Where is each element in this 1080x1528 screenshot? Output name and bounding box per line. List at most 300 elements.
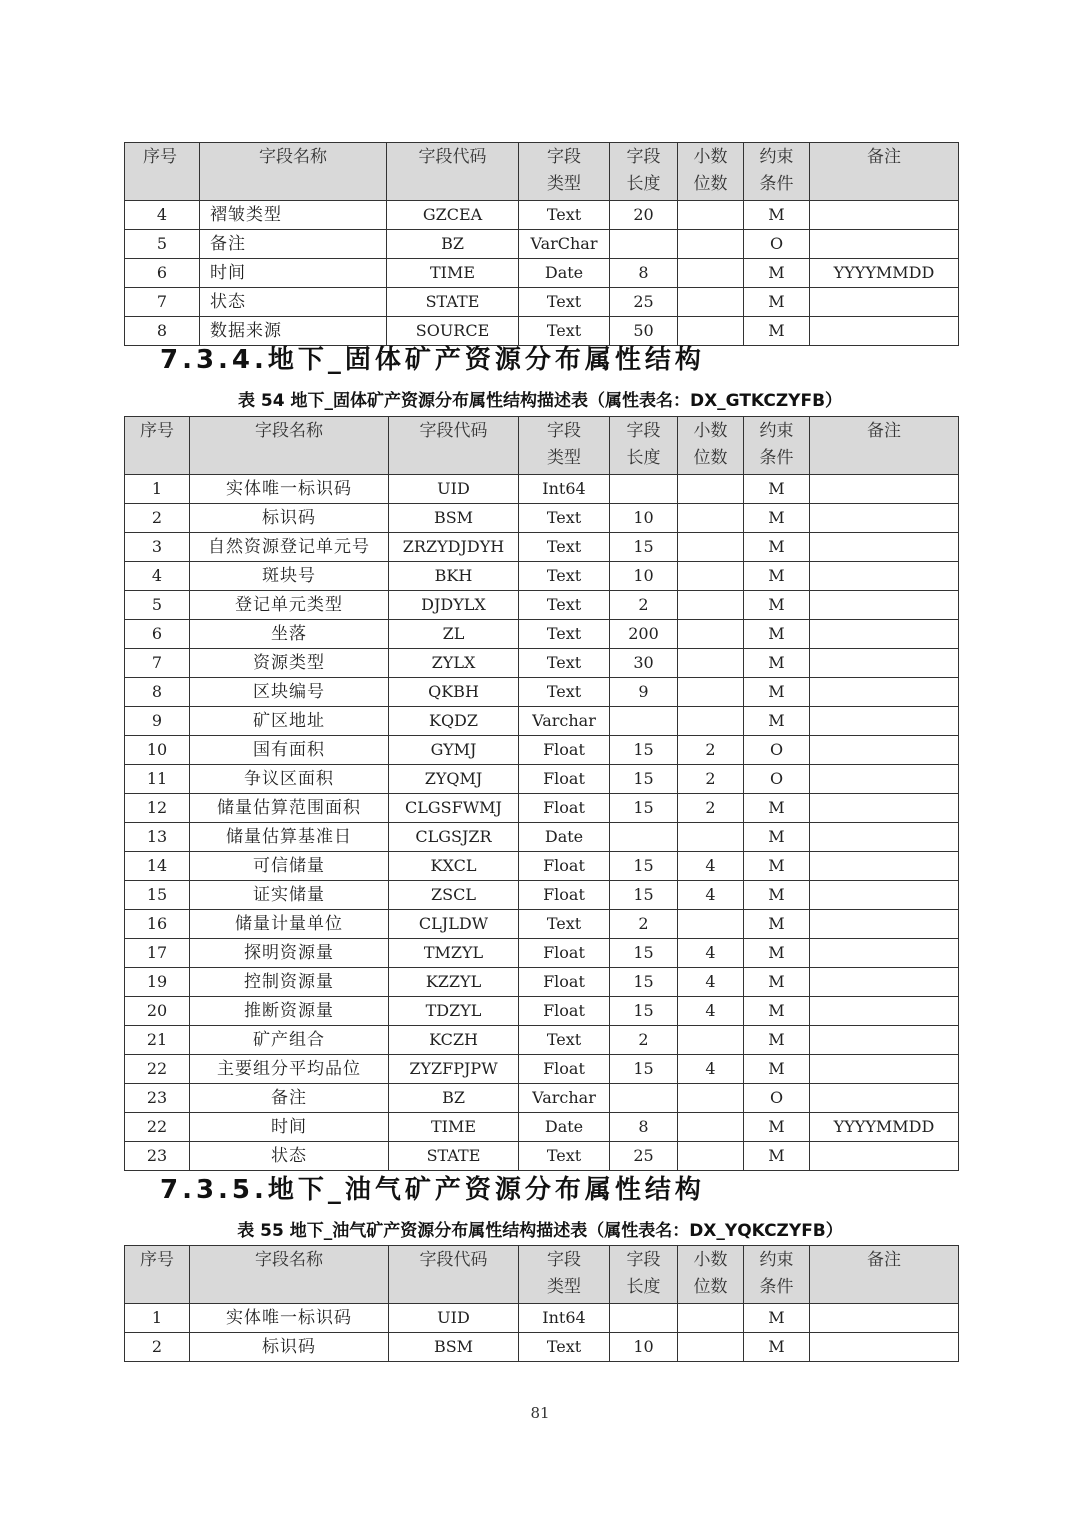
- cell-note: [810, 765, 959, 794]
- cell-field-length: 15: [610, 765, 678, 794]
- cell-field-length: 15: [610, 939, 678, 968]
- cell-field-name: 状态: [190, 1142, 389, 1171]
- header-index: 序号: [125, 143, 200, 201]
- cell-field-name: 标识码: [190, 1333, 389, 1362]
- cell-decimals: [678, 475, 744, 504]
- header-field-length: [610, 1246, 678, 1304]
- table-row: [125, 707, 959, 736]
- table-header-row: [125, 1246, 959, 1304]
- table-body: [125, 1304, 959, 1362]
- cell-field-type: Text: [519, 678, 610, 707]
- table-row: [125, 1304, 959, 1333]
- header-field-length-line: 字段: [626, 1250, 661, 1270]
- cell-decimals: 2: [678, 794, 744, 823]
- cell-decimals: [678, 1333, 744, 1362]
- header-constraint-line: 条件: [759, 448, 794, 468]
- cell-field-length: 8: [610, 1113, 678, 1142]
- table-row: [125, 1142, 959, 1171]
- cell-field-code: KZZYL: [389, 968, 519, 997]
- cell-field-name: 探明资源量: [190, 939, 389, 968]
- cell-decimals: 4: [678, 852, 744, 881]
- cell-field-length: 15: [610, 794, 678, 823]
- header-decimals-line: 位数: [693, 448, 728, 468]
- header-decimals-line: 位数: [693, 174, 728, 194]
- cell-index: 15: [125, 881, 190, 910]
- cell-field-code: GYMJ: [389, 736, 519, 765]
- cell-decimals: [678, 1026, 744, 1055]
- cell-constraint: M: [744, 939, 810, 968]
- cell-field-length: 9: [610, 678, 678, 707]
- cell-field-name: 时间: [190, 1113, 389, 1142]
- cell-note: [810, 1304, 959, 1333]
- cell-constraint: M: [744, 1333, 810, 1362]
- cell-field-code: BSM: [389, 504, 519, 533]
- cell-constraint: M: [744, 1055, 810, 1084]
- cell-index: 14: [125, 852, 190, 881]
- cell-note: YYYYMMDD: [810, 259, 959, 288]
- cell-field-name: 区块编号: [190, 678, 389, 707]
- cell-decimals: [678, 620, 744, 649]
- header-decimals-line: 小数: [693, 421, 728, 441]
- cell-constraint: M: [744, 1026, 810, 1055]
- cell-field-code: BZ: [387, 230, 519, 259]
- table-row: [125, 201, 959, 230]
- header-field-type-line: 类型: [547, 174, 581, 194]
- header-field-length-line: 字段: [626, 147, 661, 167]
- cell-index: 1: [125, 475, 190, 504]
- cell-field-name: 实体唯一标识码: [190, 1304, 389, 1333]
- cell-note: [810, 1055, 959, 1084]
- cell-index: 6: [125, 259, 200, 288]
- header-constraint-line: 约束: [759, 1250, 794, 1270]
- cell-index: 5: [125, 230, 200, 259]
- cell-field-length: 25: [610, 1142, 678, 1171]
- cell-field-name: 国有面积: [190, 736, 389, 765]
- table-row: [125, 1084, 959, 1113]
- header-constraint: [744, 1246, 810, 1304]
- cell-field-name: 实体唯一标识码: [190, 475, 389, 504]
- cell-index: 4: [125, 562, 190, 591]
- cell-constraint: M: [744, 968, 810, 997]
- header-field-name: 字段名称: [190, 417, 389, 475]
- cell-constraint: M: [744, 910, 810, 939]
- cell-field-type: Float: [519, 881, 610, 910]
- cell-field-type: Int64: [519, 1304, 610, 1333]
- cell-field-length: 15: [610, 997, 678, 1026]
- cell-note: [810, 707, 959, 736]
- cell-field-name: 储量估算基准日: [190, 823, 389, 852]
- cell-field-code: ZL: [389, 620, 519, 649]
- cell-decimals: 4: [678, 968, 744, 997]
- cell-field-type: Text: [519, 910, 610, 939]
- cell-field-type: Float: [519, 939, 610, 968]
- table-row: [125, 1026, 959, 1055]
- cell-note: [810, 475, 959, 504]
- cell-field-code: GZCEA: [387, 201, 519, 230]
- cell-decimals: [678, 1304, 744, 1333]
- cell-field-name: 褶皱类型: [200, 201, 387, 230]
- cell-field-length: [610, 1304, 678, 1333]
- cell-field-name: 控制资源量: [190, 968, 389, 997]
- table-row: [125, 1113, 959, 1142]
- cell-note: [810, 533, 959, 562]
- cell-constraint: M: [744, 823, 810, 852]
- header-field-code: 字段代码: [387, 143, 519, 201]
- cell-field-name: 状态: [200, 288, 387, 317]
- header-decimals: [678, 1246, 744, 1304]
- cell-field-name: 争议区面积: [190, 765, 389, 794]
- cell-field-name: 自然资源登记单元号: [190, 533, 389, 562]
- table-row: [125, 881, 959, 910]
- cell-note: [810, 881, 959, 910]
- cell-constraint: M: [744, 707, 810, 736]
- table-row: [125, 288, 959, 317]
- table-row: [125, 649, 959, 678]
- cell-field-name: 标识码: [190, 504, 389, 533]
- section-heading-7-3-5: 7.3.5.地下_油气矿产资源分布属性结构: [160, 1175, 705, 1205]
- cell-field-type: Text: [519, 317, 610, 346]
- cell-note: [810, 1333, 959, 1362]
- cell-note: [810, 288, 959, 317]
- cell-field-length: 10: [610, 562, 678, 591]
- cell-field-code: ZRZYDJDYH: [389, 533, 519, 562]
- cell-field-type: Text: [519, 1333, 610, 1362]
- cell-field-length: 15: [610, 533, 678, 562]
- cell-field-length: 15: [610, 1055, 678, 1084]
- header-field-type: [519, 417, 610, 475]
- header-note: 备注: [810, 417, 959, 475]
- cell-note: [810, 997, 959, 1026]
- cell-constraint: M: [744, 852, 810, 881]
- cell-constraint: M: [744, 1304, 810, 1333]
- cell-field-length: 2: [610, 910, 678, 939]
- header-constraint-line: 条件: [759, 1277, 794, 1297]
- cell-index: 9: [125, 707, 190, 736]
- cell-index: 4: [125, 201, 200, 230]
- cell-field-type: Float: [519, 765, 610, 794]
- cell-field-length: 10: [610, 504, 678, 533]
- cell-note: [810, 201, 959, 230]
- cell-index: 22: [125, 1055, 190, 1084]
- cell-note: [810, 968, 959, 997]
- table-caption-55: 表 55 地下_油气矿产资源分布属性结构描述表（属性表名：DX_YQKCZYFB）: [237, 1221, 843, 1241]
- table-row: [125, 1055, 959, 1084]
- table-row: [125, 1333, 959, 1362]
- header-constraint-line: 约束: [759, 147, 794, 167]
- cell-field-type: Date: [519, 1113, 610, 1142]
- cell-decimals: [678, 201, 744, 230]
- cell-field-length: [610, 230, 678, 259]
- header-decimals-line: 位数: [693, 1277, 728, 1297]
- cell-field-length: 30: [610, 649, 678, 678]
- cell-field-name: 储量估算范围面积: [190, 794, 389, 823]
- cell-field-length: 25: [610, 288, 678, 317]
- table-row: [125, 968, 959, 997]
- table-row: [125, 765, 959, 794]
- header-field-length-line: 长度: [626, 174, 661, 194]
- cell-field-name: 可信储量: [190, 852, 389, 881]
- cell-index: 23: [125, 1084, 190, 1113]
- header-row: [125, 143, 959, 201]
- cell-index: 13: [125, 823, 190, 852]
- header-field-code: 字段代码: [389, 417, 519, 475]
- header-field-length: [610, 417, 678, 475]
- cell-note: YYYYMMDD: [810, 1113, 959, 1142]
- table-row: [125, 259, 959, 288]
- cell-constraint: M: [744, 794, 810, 823]
- cell-field-length: 8: [610, 259, 678, 288]
- cell-field-type: Float: [519, 794, 610, 823]
- header-index: 序号: [125, 1246, 190, 1304]
- cell-field-name: 数据来源: [200, 317, 387, 346]
- field-table-54: [124, 416, 959, 1171]
- header-field-name: 字段名称: [200, 143, 387, 201]
- table-row: [125, 823, 959, 852]
- cell-constraint: M: [744, 678, 810, 707]
- header-row: [125, 417, 959, 475]
- cell-field-type: Text: [519, 620, 610, 649]
- header-note: 备注: [810, 1246, 959, 1304]
- cell-field-name: 资源类型: [190, 649, 389, 678]
- cell-field-type: Text: [519, 649, 610, 678]
- cell-note: [810, 591, 959, 620]
- table-row: [125, 620, 959, 649]
- cell-field-length: 15: [610, 852, 678, 881]
- cell-note: [810, 230, 959, 259]
- cell-field-type: VarChar: [519, 230, 610, 259]
- cell-field-code: ZSCL: [389, 881, 519, 910]
- cell-field-type: Date: [519, 259, 610, 288]
- header-field-type-line: 字段: [547, 421, 581, 441]
- cell-note: [810, 504, 959, 533]
- cell-constraint: M: [744, 591, 810, 620]
- cell-field-name: 矿产组合: [190, 1026, 389, 1055]
- cell-field-code: ZYLX: [389, 649, 519, 678]
- cell-index: 20: [125, 997, 190, 1026]
- cell-constraint: M: [744, 475, 810, 504]
- table-header-row: [125, 143, 959, 201]
- table-row: [125, 591, 959, 620]
- header-index: 序号: [125, 417, 190, 475]
- cell-field-type: Text: [519, 591, 610, 620]
- cell-decimals: 4: [678, 881, 744, 910]
- cell-constraint: M: [744, 881, 810, 910]
- cell-field-code: TMZYL: [389, 939, 519, 968]
- header-field-type-line: 类型: [547, 448, 581, 468]
- cell-decimals: [678, 678, 744, 707]
- table-body: [125, 201, 959, 346]
- cell-field-code: QKBH: [389, 678, 519, 707]
- cell-field-code: TDZYL: [389, 997, 519, 1026]
- cell-constraint: M: [744, 1142, 810, 1171]
- cell-field-type: Float: [519, 736, 610, 765]
- table-header-row: [125, 417, 959, 475]
- cell-constraint: M: [744, 649, 810, 678]
- header-constraint: [744, 143, 810, 201]
- table-row: [125, 997, 959, 1026]
- cell-note: [810, 794, 959, 823]
- cell-field-type: Text: [519, 1142, 610, 1171]
- cell-decimals: 4: [678, 939, 744, 968]
- cell-index: 16: [125, 910, 190, 939]
- cell-index: 12: [125, 794, 190, 823]
- cell-field-code: ZYQMJ: [389, 765, 519, 794]
- cell-note: [810, 1084, 959, 1113]
- cell-index: 5: [125, 591, 190, 620]
- cell-note: [810, 823, 959, 852]
- cell-constraint: M: [744, 259, 810, 288]
- cell-field-type: Date: [519, 823, 610, 852]
- cell-field-name: 储量计量单位: [190, 910, 389, 939]
- cell-field-length: [610, 475, 678, 504]
- cell-field-length: 10: [610, 1333, 678, 1362]
- cell-index: 10: [125, 736, 190, 765]
- cell-decimals: [678, 823, 744, 852]
- header-constraint-line: 条件: [759, 174, 794, 194]
- cell-index: 7: [125, 649, 190, 678]
- cell-decimals: 4: [678, 997, 744, 1026]
- header-decimals: [678, 417, 744, 475]
- header-field-length-line: 长度: [626, 1277, 661, 1297]
- cell-constraint: M: [744, 1113, 810, 1142]
- cell-field-code: UID: [389, 1304, 519, 1333]
- cell-note: [810, 910, 959, 939]
- cell-field-code: BSM: [389, 1333, 519, 1362]
- header-note: 备注: [810, 143, 959, 201]
- cell-constraint: O: [744, 230, 810, 259]
- cell-field-type: Float: [519, 852, 610, 881]
- cell-decimals: 2: [678, 765, 744, 794]
- cell-field-type: Text: [519, 1026, 610, 1055]
- cell-field-type: Text: [519, 504, 610, 533]
- cell-field-length: 15: [610, 968, 678, 997]
- header-field-length: [610, 143, 678, 201]
- cell-field-name: 证实储量: [190, 881, 389, 910]
- cell-field-length: 2: [610, 1026, 678, 1055]
- cell-index: 8: [125, 678, 190, 707]
- cell-field-type: Float: [519, 997, 610, 1026]
- cell-constraint: O: [744, 1084, 810, 1113]
- header-field-type-line: 字段: [547, 147, 581, 167]
- field-table-continued: [124, 142, 959, 346]
- cell-decimals: [678, 707, 744, 736]
- cell-field-code: KCZH: [389, 1026, 519, 1055]
- table-body: [125, 475, 959, 1171]
- cell-field-code: KQDZ: [389, 707, 519, 736]
- cell-field-type: Int64: [519, 475, 610, 504]
- table-row: [125, 678, 959, 707]
- cell-constraint: M: [744, 201, 810, 230]
- cell-decimals: [678, 230, 744, 259]
- cell-field-code: TIME: [387, 259, 519, 288]
- cell-constraint: O: [744, 736, 810, 765]
- cell-field-length: 50: [610, 317, 678, 346]
- cell-constraint: M: [744, 504, 810, 533]
- cell-field-code: ZYZFPJPW: [389, 1055, 519, 1084]
- cell-decimals: [678, 1142, 744, 1171]
- cell-field-code: DJDYLX: [389, 591, 519, 620]
- cell-field-name: 斑块号: [190, 562, 389, 591]
- cell-note: [810, 678, 959, 707]
- cell-constraint: O: [744, 765, 810, 794]
- cell-field-type: Text: [519, 288, 610, 317]
- cell-note: [810, 939, 959, 968]
- table-row: [125, 317, 959, 346]
- cell-index: 22: [125, 1113, 190, 1142]
- cell-index: 2: [125, 504, 190, 533]
- header-field-type-line: 类型: [547, 1277, 581, 1297]
- header-field-length-line: 长度: [626, 448, 661, 468]
- cell-note: [810, 1142, 959, 1171]
- cell-field-type: Text: [519, 201, 610, 230]
- header-field-name: 字段名称: [190, 1246, 389, 1304]
- cell-decimals: 2: [678, 736, 744, 765]
- cell-constraint: M: [744, 288, 810, 317]
- cell-index: 8: [125, 317, 200, 346]
- cell-decimals: [678, 1084, 744, 1113]
- cell-constraint: M: [744, 997, 810, 1026]
- cell-field-length: 2: [610, 591, 678, 620]
- cell-field-code: BZ: [389, 1084, 519, 1113]
- table-row: [125, 533, 959, 562]
- table-row: [125, 475, 959, 504]
- cell-decimals: [678, 649, 744, 678]
- cell-field-length: 15: [610, 881, 678, 910]
- header-constraint: [744, 417, 810, 475]
- cell-constraint: M: [744, 317, 810, 346]
- cell-index: 23: [125, 1142, 190, 1171]
- cell-field-code: UID: [389, 475, 519, 504]
- cell-decimals: [678, 562, 744, 591]
- cell-field-length: 20: [610, 201, 678, 230]
- cell-decimals: [678, 504, 744, 533]
- table-row: [125, 852, 959, 881]
- table-row: [125, 910, 959, 939]
- table-row: [125, 939, 959, 968]
- cell-decimals: [678, 591, 744, 620]
- cell-field-name: 推断资源量: [190, 997, 389, 1026]
- cell-index: 1: [125, 1304, 190, 1333]
- header-decimals-line: 小数: [693, 147, 728, 167]
- cell-decimals: [678, 259, 744, 288]
- table-row: [125, 794, 959, 823]
- cell-field-length: 15: [610, 736, 678, 765]
- cell-field-name: 坐落: [190, 620, 389, 649]
- header-field-type-line: 字段: [547, 1250, 581, 1270]
- cell-field-type: Varchar: [519, 1084, 610, 1113]
- header-row: [125, 1246, 959, 1304]
- cell-field-type: Float: [519, 1055, 610, 1084]
- table-row: [125, 736, 959, 765]
- cell-note: [810, 1026, 959, 1055]
- cell-decimals: [678, 288, 744, 317]
- cell-field-code: STATE: [387, 288, 519, 317]
- cell-constraint: M: [744, 620, 810, 649]
- cell-note: [810, 620, 959, 649]
- cell-index: 3: [125, 533, 190, 562]
- cell-constraint: M: [744, 533, 810, 562]
- header-decimals-line: 小数: [693, 1250, 728, 1270]
- cell-field-length: 200: [610, 620, 678, 649]
- cell-index: 7: [125, 288, 200, 317]
- cell-field-length: [610, 823, 678, 852]
- cell-decimals: 4: [678, 1055, 744, 1084]
- header-field-type: [519, 143, 610, 201]
- cell-field-code: TIME: [389, 1113, 519, 1142]
- cell-field-length: [610, 1084, 678, 1113]
- table-row: [125, 230, 959, 259]
- cell-field-code: SOURCE: [387, 317, 519, 346]
